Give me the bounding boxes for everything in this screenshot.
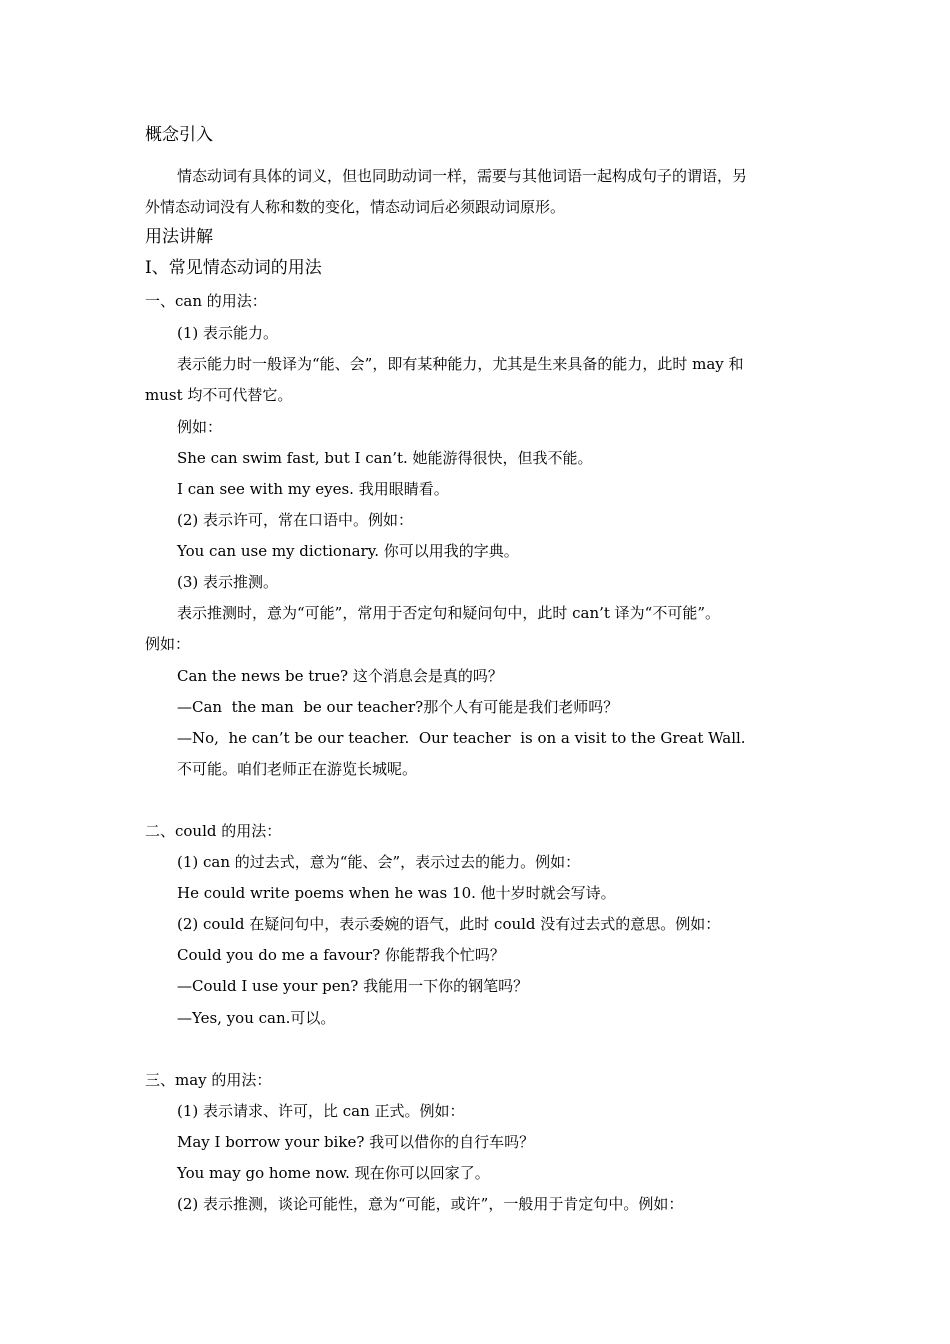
- subsection-may: 三、may 的用法：: [145, 1071, 272, 1089]
- example-line: May I borrow your bike? 我可以借你的自行车吗？: [177, 1133, 535, 1151]
- example-line: 不可能。咱们老师正在游览长城呢。: [177, 760, 418, 778]
- paragraph-line: 例如：: [145, 635, 191, 653]
- example-line: You may go home now. 现在你可以回家了。: [177, 1164, 490, 1182]
- paragraph-line: 外情态动词没有人称和数的变化，情态动词后必须跟动词原形。: [145, 198, 566, 216]
- paragraph-line: (2) could 在疑问句中，表示委婉的语气，此时 could 没有过去式的意思。例如：: [177, 915, 721, 933]
- paragraph-line: 例如：: [177, 418, 223, 436]
- example-line: Can the news be true? 这个消息会是真的吗？: [177, 667, 503, 685]
- example-line: Could you do me a favour? 你能帮我个忙吗？: [177, 946, 505, 964]
- example-line: She can swim fast, but I can’t. 她能游得很快，但我不能。: [177, 449, 593, 467]
- paragraph-line: must 均不可代替它。: [145, 386, 293, 404]
- paragraph-line: (2) 表示许可，常在口语中。例如：: [177, 511, 414, 529]
- section-title: I、常见情态动词的用法: [145, 258, 322, 278]
- paragraph-line: (1) can 的过去式，意为“能、会”，表示过去的能力。例如：: [177, 853, 581, 871]
- example-line: I can see with my eyes. 我用眼睛看。: [177, 480, 449, 498]
- paragraph-line: 表示能力时一般译为“能、会”，即有某种能力，尤其是生来具备的能力，此时 may 和: [177, 355, 744, 373]
- paragraph-line: (2) 表示推测，谈论可能性，意为“可能，或许”，一般用于肯定句中。例如：: [177, 1195, 684, 1213]
- example-line: You can use my dictionary. 你可以用我的字典。: [177, 542, 519, 560]
- heading-usage: 用法讲解: [145, 227, 213, 247]
- example-line: —No, he can’t be our teacher. Our teacher is on a visit to the Great Wall.: [177, 729, 746, 747]
- heading-concept: 概念引入: [145, 125, 213, 145]
- paragraph-line: (1) 表示能力。: [177, 324, 279, 342]
- paragraph-line: (1) 表示请求、许可，比 can 正式。例如：: [177, 1102, 465, 1120]
- paragraph-line: (3) 表示推测。: [177, 573, 279, 591]
- paragraph-line: 情态动词有具体的词义，但也同助动词一样，需要与其他词语一起构成句子的谓语，另: [177, 167, 748, 185]
- subsection-can: 一、can 的用法：: [145, 292, 267, 310]
- example-line: —Yes, you can.可以。: [177, 1009, 336, 1027]
- example-line: —Can the man be our teacher?那个人有可能是我们老师吗？: [177, 698, 619, 716]
- paragraph-line: 表示推测时，意为“可能”，常用于否定句和疑问句中，此时 can’t 译为“不可能”。: [177, 604, 721, 622]
- example-line: —Could I use your pen? 我能用一下你的钢笔吗？: [177, 977, 529, 995]
- subsection-could: 二、could 的用法：: [145, 822, 282, 840]
- example-line: He could write poems when he was 10. 他十岁时就会写诗。: [177, 884, 616, 902]
